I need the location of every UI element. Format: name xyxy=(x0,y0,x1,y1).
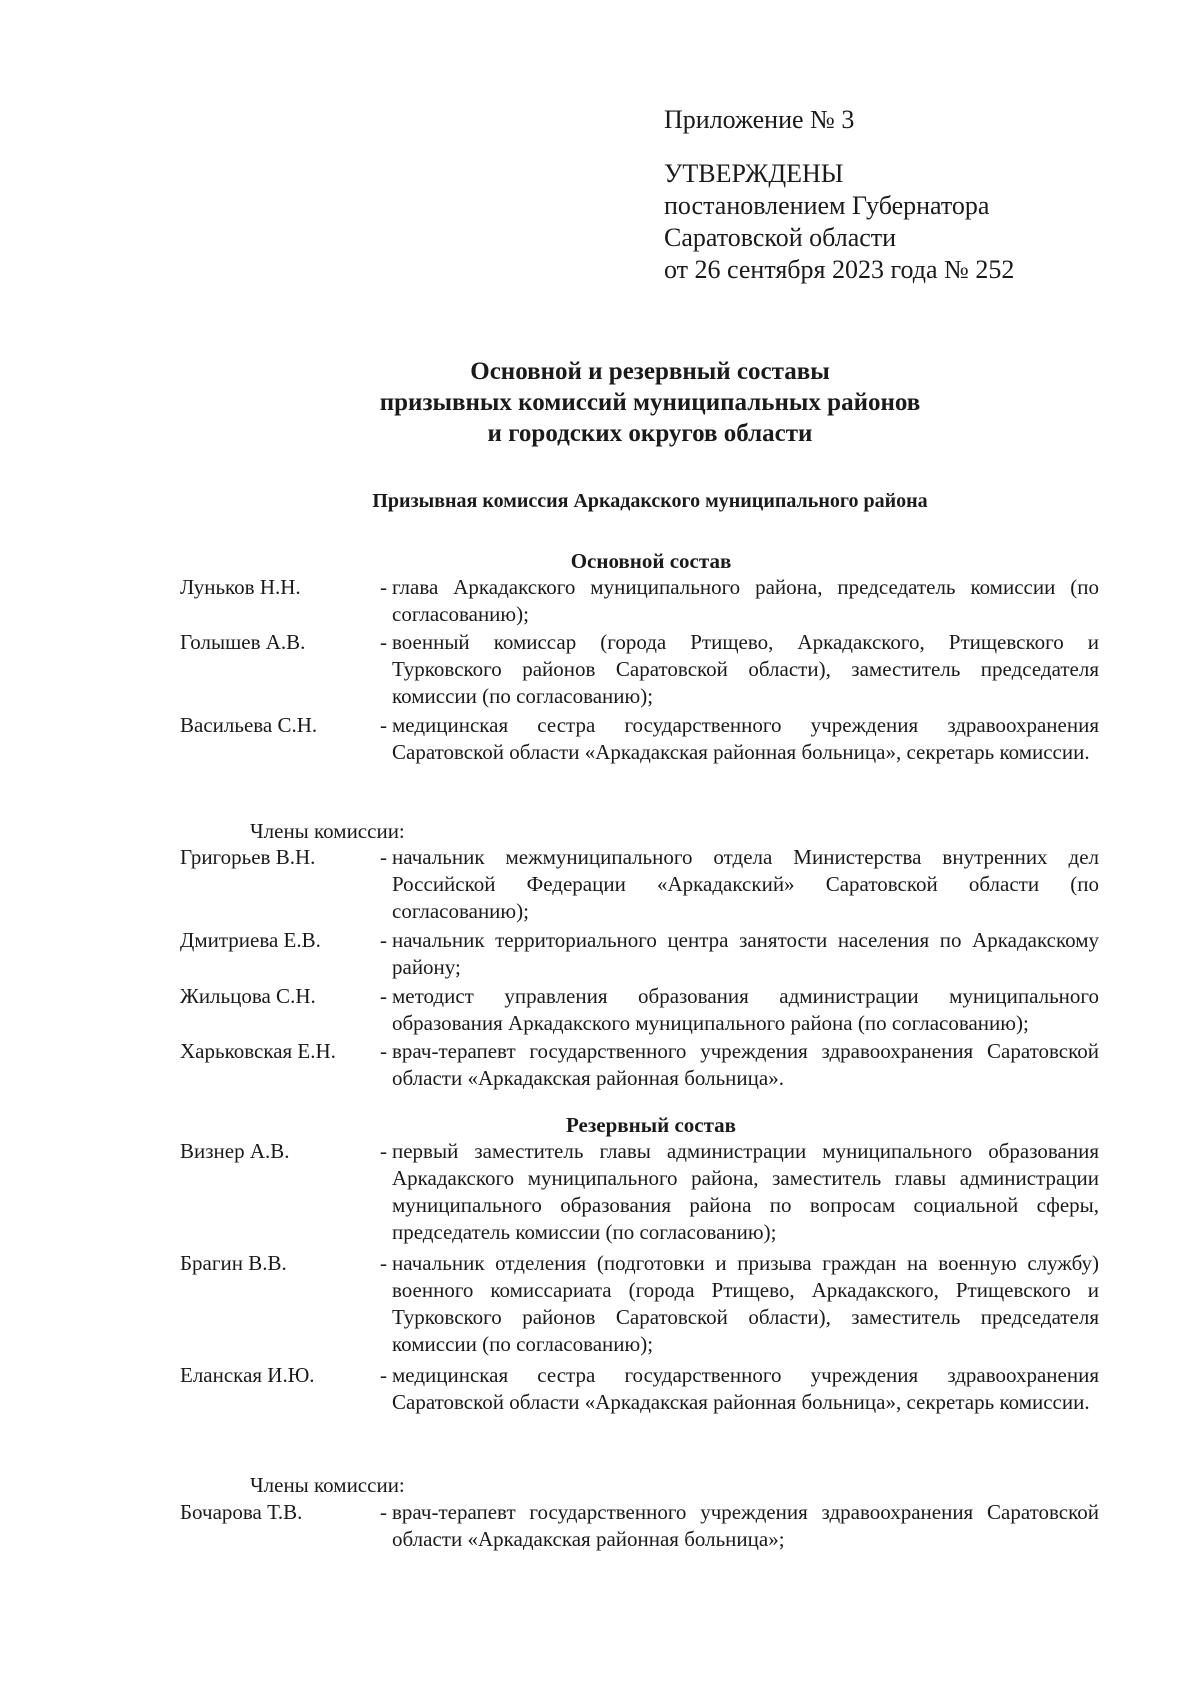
approved-label: УТВЕРЖДЕНЫ xyxy=(664,159,844,188)
member-position: глава Аркадакского муниципального района, председатель комиссии (по согласованию); xyxy=(392,575,1099,626)
separator-dash: - xyxy=(380,1251,387,1275)
member-name: Голышев А.В. xyxy=(180,630,306,654)
commission-title: Призывная комиссия Аркадакского муниципального района xyxy=(372,490,928,512)
approval-block xyxy=(664,104,1124,286)
separator-dash: - xyxy=(380,1139,387,1163)
member-name: Васильева С.Н. xyxy=(180,713,318,737)
member-position: врач-терапевт государственного учреждения здравоохранения Саратовской области «Аркадакская районная больница»; xyxy=(392,1500,1099,1551)
separator-dash: - xyxy=(380,575,387,599)
member-name: Харьковская Е.Н. xyxy=(180,1039,336,1063)
approved-line-3: от 26 сентября 2023 года № 252 xyxy=(664,255,1015,284)
member-position: методист управления образования администрации муниципального образования Аркадакского муниципального района (по согласованию); xyxy=(392,984,1099,1035)
member-name: Жильцова С.Н. xyxy=(180,984,316,1008)
member-position: врач-терапевт государственного учреждения здравоохранения Саратовской области «Аркадакская районная больница». xyxy=(392,1039,1099,1090)
member-position: медицинская сестра государственного учреждения здравоохранения Саратовской области «Аркадакская районная больница», секретарь комиссии. xyxy=(392,1363,1099,1414)
title-line-1: Основной и резервный составы xyxy=(470,358,830,385)
member-position: начальник территориального центра занятости населения по Аркадакскому району; xyxy=(392,928,1099,979)
member-name: Визнер А.В. xyxy=(180,1139,290,1163)
separator-dash: - xyxy=(380,845,387,869)
main-composition-heading: Основной состав xyxy=(570,549,732,573)
separator-dash: - xyxy=(380,928,387,952)
separator-dash: - xyxy=(380,1363,387,1387)
member-name: Луньков Н.Н. xyxy=(180,575,301,599)
member-position: медицинская сестра государственного учреждения здравоохранения Саратовской области «Аркадакская районная больница», секретарь комиссии. xyxy=(392,713,1099,764)
member-position: начальник отделения (подготовки и призыва граждан на военную службу) военного комиссариата (города Ртищево, Аркадакского, Ртищевского и Турковского районов Саратовской области), заместитель председателя комиссии (по согласованию); xyxy=(392,1251,1099,1356)
member-position: первый заместитель главы администрации муниципального образования Аркадакского муниципального района, заместитель главы администрации муниципального образования района по вопросам социальной сферы, председатель комиссии (по согласованию); xyxy=(392,1139,1099,1244)
member-name: Еланская И.Ю. xyxy=(180,1363,315,1387)
reserve-composition-heading: Резервный состав xyxy=(565,1113,737,1137)
main-members-label: Члены комиссии: xyxy=(250,819,405,843)
member-name: Григорьев В.Н. xyxy=(180,845,316,869)
approved-line-1: постановлением Губернатора xyxy=(664,191,990,220)
separator-dash: - xyxy=(380,984,387,1008)
member-position: начальник межмуниципального отдела Министерства внутренних дел Российской Федерации «Аркадакский» Саратовской области (по согласованию); xyxy=(392,845,1099,923)
title-line-3: и городских округов области xyxy=(487,420,813,447)
document-title xyxy=(200,356,1100,449)
separator-dash: - xyxy=(380,1039,387,1063)
appendix-number: Приложение № 3 xyxy=(664,105,855,134)
title-line-2: призывных комиссий муниципальных районов xyxy=(379,389,921,416)
member-position: военный комиссар (города Ртищево, Аркадакского, Ртищевского и Турковского районов Саратовской области), заместитель председателя комиссии (по согласованию); xyxy=(392,630,1099,708)
member-name: Бочарова Т.В. xyxy=(180,1500,303,1524)
reserve-members-label: Члены комиссии: xyxy=(250,1473,405,1497)
member-name: Брагин В.В. xyxy=(180,1251,287,1275)
separator-dash: - xyxy=(380,1500,387,1524)
separator-dash: - xyxy=(380,713,387,737)
approved-line-2: Саратовской области xyxy=(664,223,897,252)
member-name: Дмитриева Е.В. xyxy=(180,928,321,952)
separator-dash: - xyxy=(380,630,387,654)
